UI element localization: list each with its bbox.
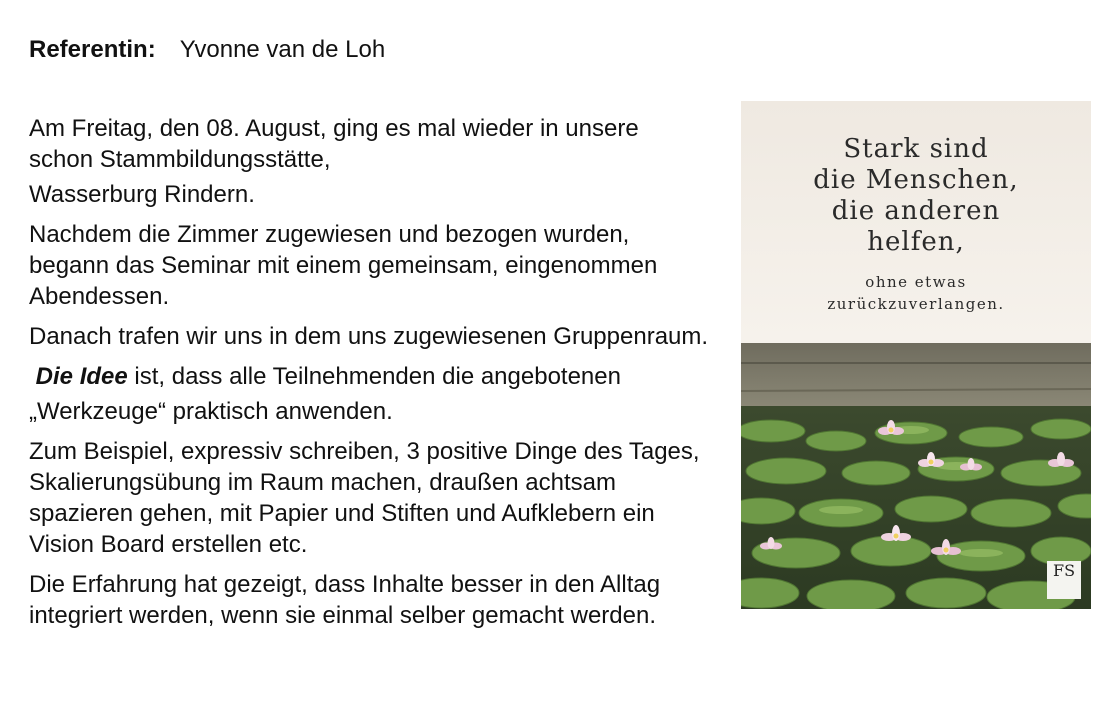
logo-icon: FS (1047, 561, 1081, 599)
quote-line: zurückzuverlangen. (827, 295, 1005, 313)
paragraph-rooms: Nachdem die Zimmer zugewiesen und bezogen wurden, begann das Seminar mit einem gemeinsam, eingenommen Abendessen. (29, 221, 658, 310)
quote-main (741, 134, 1091, 258)
quote-line: die anderen (831, 196, 1001, 226)
paragraph-idea (29, 361, 709, 392)
idea-rest: ist, dass alle Teilnehmenden die angebotenen (127, 363, 621, 390)
idea-emphasis: Die Idee (35, 363, 128, 390)
quote-line: Stark sind (843, 134, 989, 164)
quote-sub (741, 271, 1091, 315)
paragraph-tools: „Werkzeuge“ praktisch anwenden. (29, 398, 393, 425)
paragraph-examples: Zum Beispiel, expressiv schreiben, 3 positive Dinge des Tages, Skalierungsübung im Raum machen, draußen achtsam spazieren gehen, mit Papier und Stiften und Aufklebern ein Vision Board erstellen etc. (29, 438, 700, 558)
quote-text (741, 101, 1091, 343)
speaker-line (29, 36, 385, 64)
quote-line: helfen, (867, 227, 965, 257)
paragraph-experience: Die Erfahrung hat gezeigt, dass Inhalte besser in den Alltag integriert werden, wenn sie einmal selber gemacht werden. (29, 571, 661, 629)
quote-line: ohne etwas (865, 273, 967, 291)
paragraph-group-room: Danach trafen wir uns in dem uns zugewiesenen Gruppenraum. (29, 323, 709, 350)
paragraph-arrival: Am Freitag, den 08. August, ging es mal wieder in unsere schon Stammbildungsstätte, (29, 115, 639, 173)
report-text (29, 113, 709, 640)
paragraph-location: Wasserburg Rindern. (29, 181, 255, 208)
quote-line: die Menschen, (813, 165, 1019, 195)
quote-picture (741, 101, 1091, 609)
speaker-name: Yvonne van de Loh (179, 36, 386, 63)
speaker-label: Referentin: (29, 36, 156, 63)
